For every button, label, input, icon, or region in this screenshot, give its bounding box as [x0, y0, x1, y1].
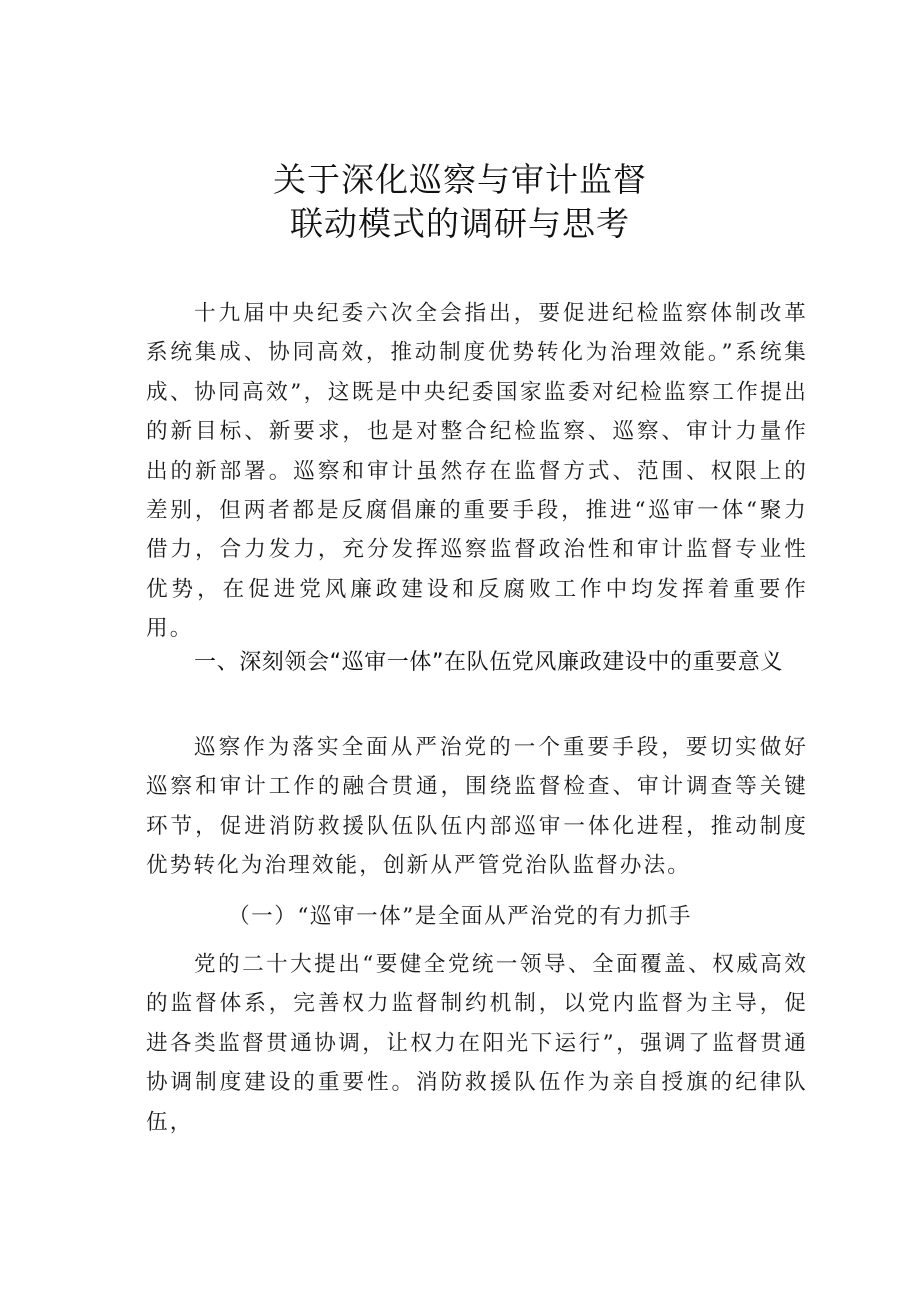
body-paragraph-subsection-1: 党的二十大提出“要健全党统一领导、全面覆盖、权威高效的监督体系，完善权力监督制约机制，以党内监督为主导，促进各类监督贯通协调，让权力在阳光下运行”，强调了监督贯通协调制度建设的重要性。消防救援队伍作为亲自授旗的纪律队伍， [146, 952, 808, 1135]
body-paragraph-section-1: 巡察作为落实全面从严治党的一个重要手段，要切实做好巡察和审计工作的融合贯通，围绕监督检查、审计调查等关键环节，促进消防救援队伍队伍内部巡审一体化进程，推动制度优势转化为治理效能，创新从严管党治队监督办法。 [146, 735, 808, 879]
document-title-line-2: 联动模式的调研与思考 [290, 204, 630, 243]
subsection-heading-1: （一）“巡审一体”是全面从严治党的有力抓手 [228, 904, 692, 929]
document-title-line-1: 关于深化巡察与审计监督 [273, 160, 647, 199]
section-heading-1: 一、深刻领会“巡审一体”在队伍党风廉政建设中的重要意义 [194, 650, 783, 675]
body-paragraph-intro: 十九届中央纪委六次全会指出，要促进纪检监察体制改革系统集成、协同高效，推动制度优势转化为治理效能。”系统集成、协同高效”，这既是中央纪委国家监委对纪检监察工作提出的新目标、新要求，也是对整合纪检监察、巡察、审计力量作出的新部署。巡察和审计虽然存在监督方式、范围、权限上的差别，但两者都是反腐倡廉的重要手段，推进“巡审一体“聚力借力，合力发力，充分发挥巡察监督政治性和审计监督专业性优势，在促进党风廉政建设和反腐败工作中均发挥着重要作用。 [146, 301, 808, 642]
